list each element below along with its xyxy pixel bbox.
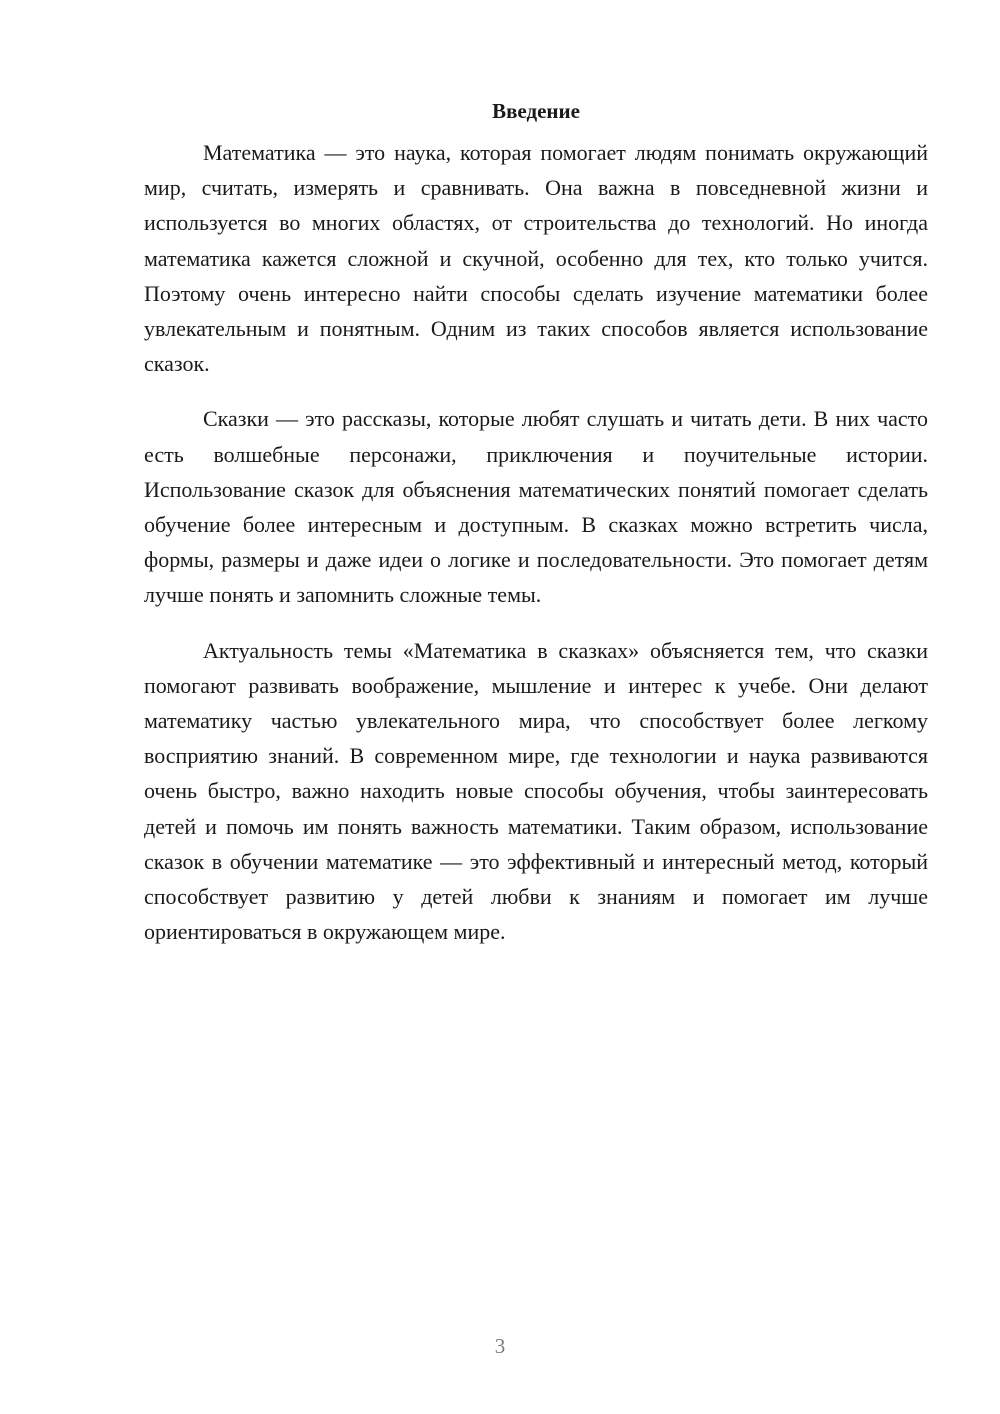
page-number: 3 — [494, 1334, 506, 1358]
page-content — [144, 93, 928, 969]
paragraph-1: Математика — это наука, которая помогает людям понимать окружающий мир, считать, измерять и сравнивать. Она важна в повседневной жизни и используется во многих областях, от строительства до технологий. Но иногда математика кажется сложной и скучной, особенно для тех, кто только учится. Поэтому очень интересно найти способы сделать изучение математики более увлекательным и понятным. Одним из таких способов является использование сказок. — [144, 140, 928, 377]
paragraph-2: Сказки — это рассказы, которые любят слушать и читать дети. В них часто есть волшебные персонажи, приключения и поучительные истории. Использование сказок для объяснения математических понятий помогает сделать обучение более интересным и доступным. В сказках можно встретить числа, формы, размеры и даже идеи о логике и последовательности. Это помогает детям лучше понять и запомнить сложные темы. — [144, 406, 928, 608]
paragraph-3: Актуальность темы «Математика в сказках» объясняется тем, что сказки помогают развивать воображение, мышление и интерес к учебе. Они делают математику частью увлекательного мира, что способствует более легкому восприятию знаний. В современном мире, где технологии и наука развиваются очень быстро, важно находить новые способы обучения, чтобы заинтересовать детей и помочь им понять важность математики. Таким образом, использование сказок в обучении математике — это эффективный и интересный метод, который способствует развитию у детей любви к знаниям и помогает им лучше ориентироваться в окружающем мире. — [144, 637, 928, 945]
section-heading: Введение — [492, 99, 580, 123]
